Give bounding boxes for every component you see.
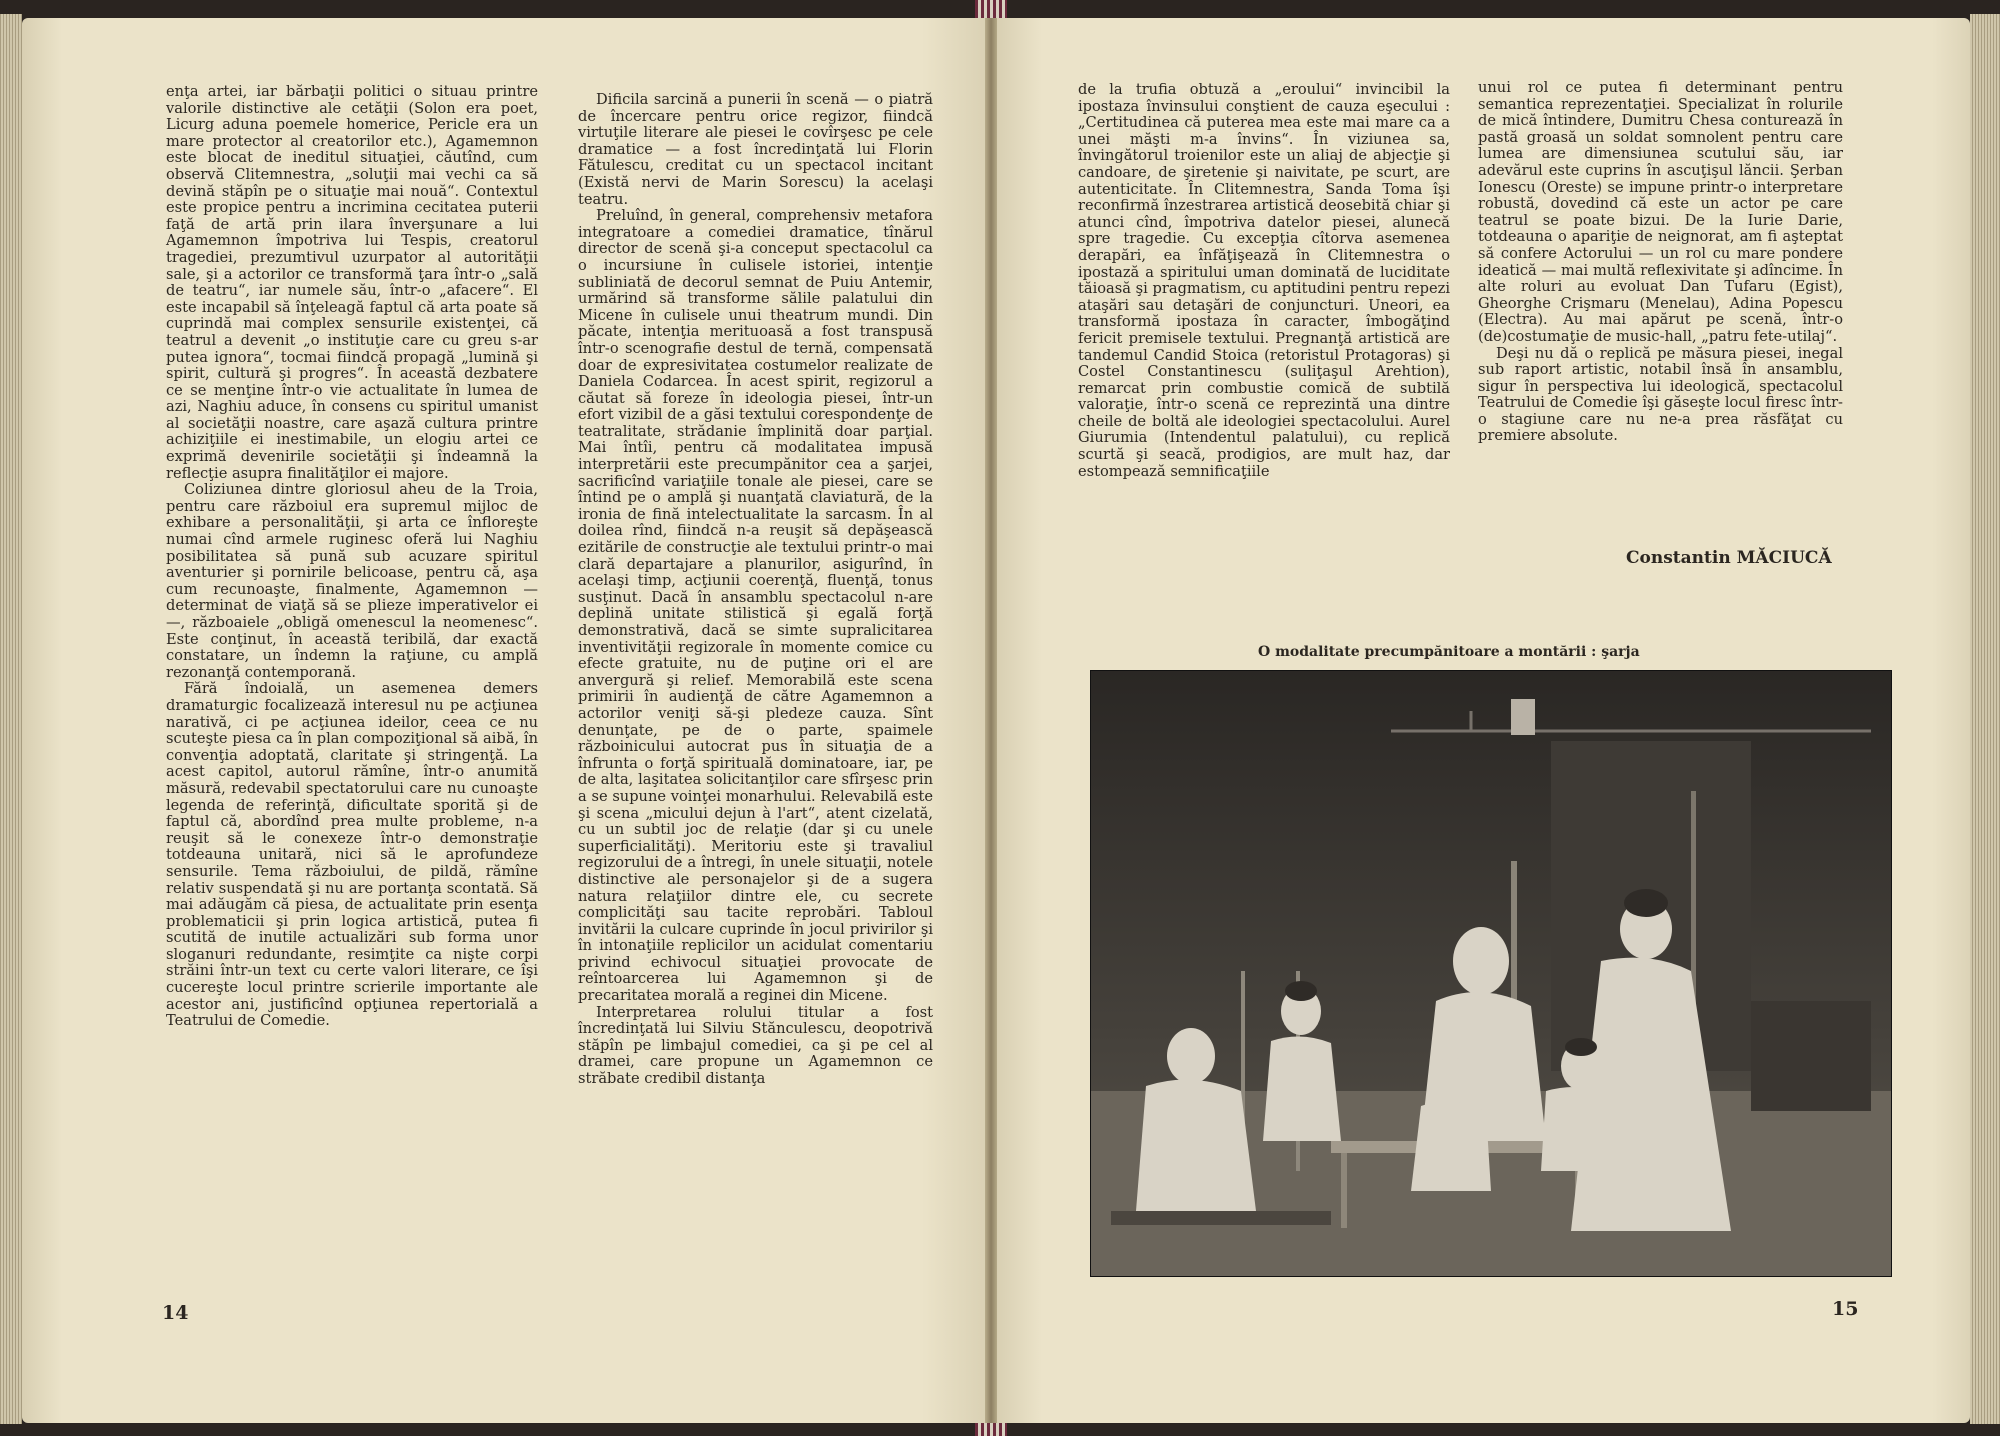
paragraph: unui rol ce putea fi determinant pentru semantica reprezentaţiei. Specializat în rolurile de mică întindere, Dumitru Chesa conturează în pastă groasă un soldat somnolent pentru care lumea are dimensiunea scutului său, iar adevărul este cuprins în ascuţişul lăncii. Şerban Ionescu (Oreste) se impune printr-o interpretare robustă, dovedind că este un actor pe care teatrul se poate bizui. De la Iurie Darie, totdeauna o apariţie de neignorat, am fi aşteptat să confere Actorului — un rol cu mare pondere ideatică — mai multă reflexivitate şi adîncime. În alte roluri au evoluat Dan Tufaru (Egist), Gheorghe Crişmaru (Menelau), Adina Popescu (Electra). Au mai apărut pe scenă, într-o (de)costumaţie de music-hall, „patru fete-utilaj“. — [1478, 79, 1843, 345]
paragraph: Dificila sarcină a punerii în scenă — o piatră de încercare pentru orice regizor, fiindcă virtuţile literare ale piesei le covîrşesc pe cele dramatice — a fost încredinţată lui Florin Fătulescu, creditat cu un spectacol incitant (Există nervi de Marin Sorescu) la acelaşi teatru. — [578, 91, 933, 208]
paragraph: Deşi nu dă o replică pe măsura piesei, inegal sub raport artistic, notabil însă în ansamblu, sigur în perspectiva lui ideologică, spectacolul Teatrului de Comedie îşi găseşte locul firesc într-o stagiune care nu ne-a prea răsfăţat cu premiere absolute. — [1478, 344, 1843, 445]
page-edges-left — [0, 14, 22, 1424]
spine-gutter — [985, 18, 997, 1423]
binding-headband — [975, 0, 1007, 20]
author-signature: Constantin MĂCIUCĂ — [1626, 548, 1832, 568]
paragraph: Fără îndoială, un asemenea demers dramaturgic focalizează interesul nu pe acţiunea narativă, ci pe acţiunea ideilor, ceea ce nu scuteşte piesa ca în plan compoziţional să aibă, în convenţia adoptată, claritate şi stringenţă. La acest capitol, autorul rămîne, într-o anumită măsură, redevabil spectatorului care nu cunoaşte legenda de referinţă, dificultate sporită şi de faptul că, abordînd prea multe probleme, n-a reuşit să le conexeze într-o demonstraţie totdeauna unitară, nici să le aprofundeze sensurile. Tema războiului, de pildă, rămîne relativ suspendată şi nu are portanţa scontată. Să mai adăugăm că piesa, de actualitate prin esenţa problematicii şi prin logica artistică, putea fi scutită de inutile actualizări sub forma unor sloganuri redundante, resimţite ca nişte corpi străini într-un text cu certe valori literare, ce îşi cucereşte locul printre scrierile importante ale acestor ani, justificînd opţiunea repertorială a Teatrului de Comedie. — [166, 680, 538, 1030]
right-column-2 — [1478, 80, 1843, 445]
paragraph: Coliziunea dintre gloriosul aheu de la Troia, pentru care războiul era supremul mijloc de exhibare a personalităţii, şi arta ce înfloreşte numai cînd armele ruginesc oferă lui Naghiu posibilitatea să pună sub acuzare spiritul aventurier şi pornirile belicoase, pentru că, aşa cum recunoaşte, finalmente, Agamemnon — determinat de viaţă să se plieze imperativelor ei —, războaiele „obligă omenescul la neomenesc“. Este conţinut, în această teribilă, dar exactă constatare, un îndemn la raţiune, cu amplă rezonanţă contemporană. — [166, 481, 538, 681]
paragraph: Interpretarea rolului titular a fost încredinţată lui Silviu Stănculescu, deopotrivă stăpîn pe limbajul comediei, ca şi pe cel al dramei, care propune un Agamemnon ce străbate credibil distanţa — [578, 1003, 933, 1088]
stage-photo — [1090, 670, 1892, 1277]
page-edges-right — [1970, 14, 2000, 1424]
paragraph: enţa artei, iar bărbaţii politici o situau printre valorile distinctive ale cetăţii (Solon era poet, Licurg aduna poemele homerice, Pericle era un mare protector al creatorilor etc.), Agamemnon este blocat de ineditul situaţiei, căutînd, cum observă Clitemnestra, „soluţii mai vechi ca să devină stăpîn pe o situaţie mai nouă“. Contextul este propice pentru a incrimina cecitatea puterii faţă de artă prin ilara înverşunare a lui Agamemnon împotriva lui Tespis, creatorul tragediei, prezumtivul uzurpator al autorităţii sale, şi a actorilor ce transformă ţara într-o „sală de teatru“, iar numele său, într-o „afacere“. El este incapabil să înţeleagă faptul că arta poate să cuprindă mai complex sensurile existenţei, că teatrul a devenit „o instituţie care cu greu s-ar putea ignora“, tocmai fiindcă propagă „lumină şi spirit, cultură şi progres“. În această dezbatere ce se menţine într-o vie actualitate în lumea de azi, Naghiu aduce, în consens cu spiritul umanist al societăţii noastre, care aşază cultura printre achiziţiile ei inestimabile, un elogiu artei ce exprimă devenirile societăţii şi îndeamnă la reflecţie asupra finalităţilor ei majore. — [166, 83, 538, 482]
left-column-2 — [578, 92, 933, 1088]
page-number-left: 14 — [162, 1302, 189, 1324]
stage-photo-icon — [1091, 671, 1891, 1276]
paragraph: de la trufia obtuză a „eroului“ invincibil la ipostaza învinsului conştient de cauza eşecului : „Certitudinea că puterea mea este mai mare ca a unei măşti m-a învins“. În viziunea sa, învingătorul troienilor este un aliaj de abjecţie şi candoare, de şiretenie şi naivitate, pe scurt, are autenticitate. În Clitemnestra, Sanda Toma îşi reconfirmă înzestrarea artistică deosebită chiar şi atunci cînd, împotriva datelor piesei, alunecă spre tragedie. Cu excepţia cîtorva asemenea derapări, ea înfăţişează în Clitemnestra o ipostază a spiritului uman dominată de luciditate tăioasă şi pragmatism, cu aptitudini pentru repezi ataşări sau detaşări de conjuncturi. Uneori, ea transformă ipostaza în caracter, îmbogăţind fericit premisele textului. Pregnanţă artistică are tandemul Candid Stoica (retoristul Protagoras) şi Costel Constantinescu (suliţaşul Arehtion), remarcat prin combustie comică de subtilă valoraţie, într-o scenă ce reprezintă una dintre cheile de boltă ale ideologiei spectacolului. Aurel Giurumia (Intendentul palatului), cu replică scurtă şi seacă, prodigios, are mult haz, dar estompează semnificaţiile — [1078, 81, 1450, 480]
photo-caption: O modalitate precumpănitoare a montării : şarja — [1258, 644, 1640, 660]
paragraph: Preluînd, în general, comprehensiv metafora integratoare a comediei dramatice, tînărul director de scenă şi-a conceput spectacolul ca o incursiune în culisele istoriei, intenţie subliniată de decorul semnat de Puiu Antemir, urmărind să transforme sălile palatului din Micene în culisele unui theatrum mundi. Din păcate, intenţia merituoasă a fost transpusă într-o scenografie destul de ternă, compensată doar de expresivitatea costumelor realizate de Daniela Codarcea. În acest spirit, regizorul a căutat să foreze în ideologia piesei, într-un efort vizibil de a găsi textului corespondenţe de teatralitate, strădanie împlinită doar parţial. Mai întîi, pentru că modalitatea impusă interpretării este precumpănitor cea a şarjei, sacrificînd variaţiile tonale ale piesei, care se întind pe o amplă şi nuanţată claviatură, de la ironia de fină intelectualitate la sarcasm. În al doilea rînd, fiindcă n-a reuşit să depăşească ezitările de construcţie ale textului printr-o mai clară departajare a planurilor, asigurînd, în acelaşi timp, acţiunii coerenţă, fluenţă, tonus susţinut. Dacă în ansamblu spectacolul n-are deplină unitate stilistică şi egală forţă demonstrativă, dacă se simte supralicitarea inventivităţii regizorale în momente comice cu efecte gratuite, nu de puţine ori el are anvergură şi relief. Memorabilă este scena primirii în audienţă de către Agamemnon a actorilor veniţi să-şi pledeze cauza. Sînt denunţate, pe de o parte, spaimele războinicului autocrat pus în situaţia de a înfrunta o forţă spirituală dominatoare, iar, pe de alta, laşitatea solicitanţilor care sfîrşesc prin a se supune voinţei monarhului. Relevabilă este şi scena „micului dejun à l'art“, atent cizelată, cu un subtil joc de relaţie (dar şi cu unele superficialităţi). Meritoriu este şi travaliul regizorului de a întregi, în unele situaţii, notele distinctive ale personajelor şi de a sugera natura relaţiilor dintre ele, cu secrete complicităţi sau tacite reprobări. Tabloul invitării la culcare cuprinde în jocul privirilor şi în intonaţiile replicilor un acidulat comentariu privind echivocul situaţiei provocate de reîntoarcerea lui Agamemnon şi de precaritatea morală a reginei din Micene. — [578, 207, 933, 1005]
page-number-right: 15 — [1832, 1298, 1859, 1320]
left-column-1 — [166, 84, 538, 1030]
right-column-1 — [1078, 82, 1450, 480]
